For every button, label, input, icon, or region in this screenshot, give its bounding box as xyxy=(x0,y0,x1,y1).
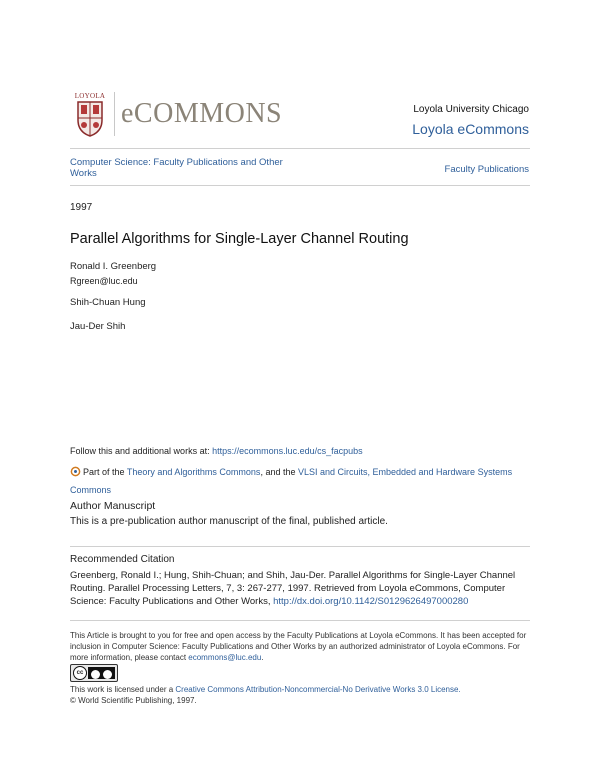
shield-icon xyxy=(70,100,110,138)
series-link[interactable]: Computer Science: Faculty Publications and Other Works xyxy=(70,157,283,179)
page-title: Parallel Algorithms for Single-Layer Channel Routing xyxy=(70,231,409,247)
cc-conditions-bar xyxy=(88,667,115,679)
author-email: Rgreen@luc.edu xyxy=(70,276,138,286)
publication-year: 1997 xyxy=(70,202,93,213)
doi-link[interactable]: http://dx.doi.org/10.1142/S0129626497000280 xyxy=(273,596,469,607)
license-prefix: This work is licensed under a xyxy=(70,685,176,694)
repository-link[interactable]: Loyola eCommons xyxy=(412,121,529,137)
ecommons-wordmark: eCOMMONS xyxy=(121,98,283,129)
vlsi-commons-link[interactable]: VLSI and Circuits, Embedded and Hardware Systems Commons xyxy=(70,467,513,495)
nd-icon xyxy=(103,670,112,679)
part-of-line xyxy=(70,463,530,499)
notice-rule xyxy=(70,620,530,621)
manuscript-text: This is a pre-publication author manuscript of the final, published article. xyxy=(70,516,388,527)
author-name: Jau-Der Shih xyxy=(70,321,126,332)
loyola-seal-logo xyxy=(70,92,110,140)
logo-divider xyxy=(114,92,115,136)
access-notice xyxy=(70,630,540,663)
part-of-prefix: Part of the xyxy=(83,467,127,477)
logo-top-text: LOYOLA xyxy=(74,92,106,100)
notice-end: . xyxy=(261,653,264,662)
citation-heading: Recommended Citation xyxy=(70,554,175,565)
header-rule xyxy=(70,148,530,149)
copyright-text: © World Scientific Publishing, 1997. xyxy=(70,696,197,705)
collection-link[interactable]: Faculty Publications xyxy=(444,164,529,175)
cc-icon: cc xyxy=(73,666,87,680)
citation-text xyxy=(70,569,530,608)
manuscript-heading: Author Manuscript xyxy=(70,500,156,512)
theory-algorithms-commons-link[interactable]: Theory and Algorithms Commons xyxy=(126,467,261,477)
author-name: Ronald I. Greenberg xyxy=(70,261,157,272)
license-link[interactable]: Creative Commons Attribution-Noncommercial-No Derivative Works 3.0 License. xyxy=(175,685,461,694)
follow-url-link[interactable]: https://ecommons.luc.edu/cs_facpubs xyxy=(212,446,363,456)
notice-body: This Article is brought to you for free and open access by the Faculty Publications at Loyola eCommons. It has been accepted for inclusion in Computer Science: Faculty Publications and Other Works by an authorized administrator of Loyola eCommons. For more information, please contact xyxy=(70,631,527,662)
series-rule xyxy=(70,185,530,186)
university-name: Loyola University Chicago xyxy=(413,104,529,115)
creative-commons-badge[interactable] xyxy=(70,664,118,682)
part-of-middle: , and the xyxy=(260,467,298,477)
author-name: Shih-Chuan Hung xyxy=(70,297,146,308)
by-icon xyxy=(91,670,100,679)
citation-body: Greenberg, Ronald I.; Hung, Shih-Chuan; and Shih, Jau-Der. Parallel Algorithms for Single-Layer Channel Routing. Parallel Processing Letters, 7, 3: 267-277, 1997. Retrieved from Loyola eCommons, Computer Science: Faculty Publications and Other Works, xyxy=(70,570,516,607)
citation-rule xyxy=(70,546,530,547)
contact-email-link[interactable]: ecommons@luc.edu xyxy=(188,653,262,662)
follow-line xyxy=(70,446,363,456)
network-icon xyxy=(70,466,81,477)
follow-prefix: Follow this and additional works at: xyxy=(70,446,213,456)
license-notice xyxy=(70,684,540,706)
